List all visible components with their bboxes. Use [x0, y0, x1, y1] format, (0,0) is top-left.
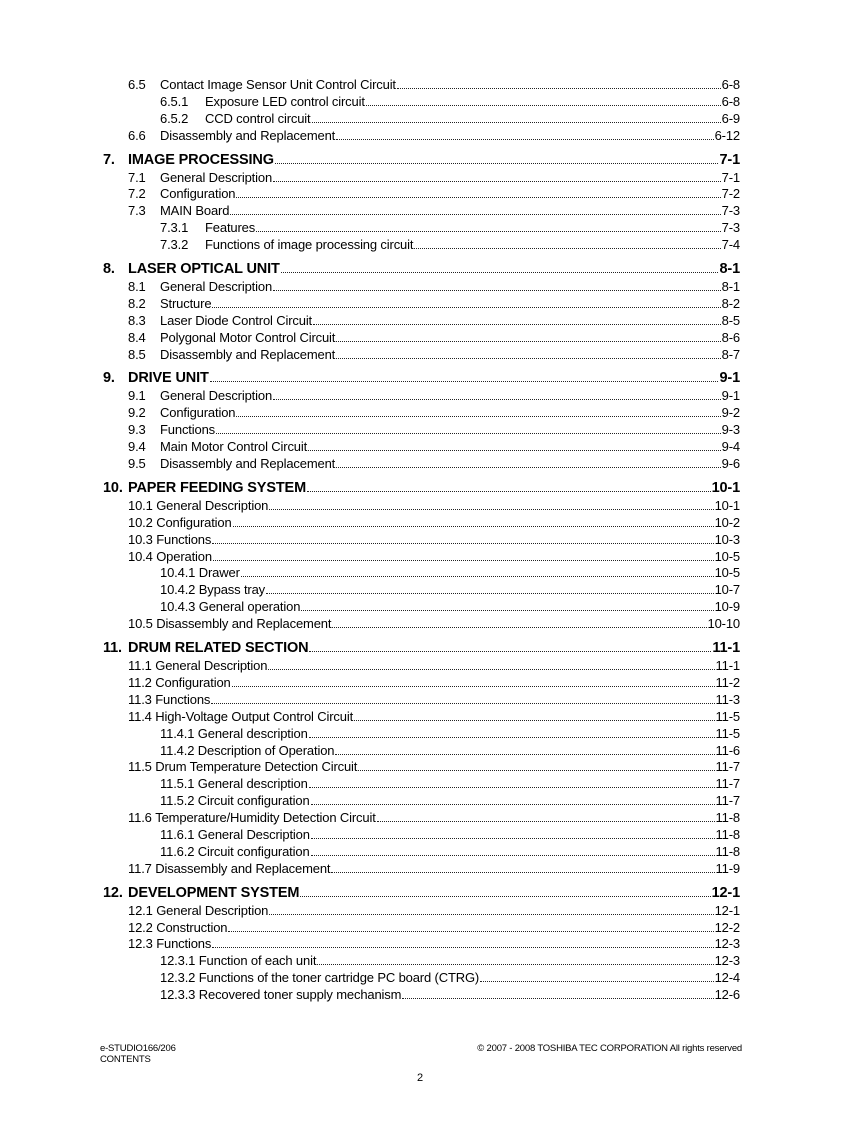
- toc-page: 12-4: [714, 970, 740, 986]
- toc-page: 10-9: [714, 599, 740, 615]
- toc-entry[interactable]: [103, 279, 740, 296]
- toc-title: Polygonal Motor Control Circuit: [160, 329, 336, 345]
- toc-number: 7.3.1: [160, 220, 189, 236]
- toc-title: Recovered toner supply mechanism: [198, 987, 402, 1003]
- toc-page: 9-3: [721, 422, 740, 438]
- dot-leader: [336, 139, 713, 140]
- toc-entry[interactable]: [103, 347, 740, 364]
- toc-title: Functions: [156, 531, 212, 547]
- toc-page: 7-1: [721, 169, 740, 185]
- dot-leader: [212, 947, 713, 948]
- dot-leader: [273, 181, 721, 182]
- toc-number: 6.5: [128, 77, 146, 92]
- toc-page: 11-8: [715, 826, 740, 842]
- toc-number: 12.3.3: [160, 987, 196, 1003]
- toc-entry[interactable]: [103, 658, 740, 675]
- toc-number: 8.3: [128, 312, 146, 328]
- toc-title: Drawer: [198, 565, 240, 581]
- toc-title: Construction: [156, 919, 228, 935]
- toc-number: 11.5.1: [160, 776, 195, 792]
- toc-entry[interactable]: [103, 743, 740, 760]
- toc-title: Circuit configuration: [197, 843, 310, 859]
- toc-number: 11.7: [128, 860, 152, 876]
- toc-page: 9-2: [721, 405, 740, 421]
- toc-chapter-heading[interactable]: [103, 885, 740, 903]
- toc-chapter-heading[interactable]: [103, 152, 740, 170]
- toc-number: 11.4.1: [160, 725, 195, 741]
- toc-page: 12-6: [714, 987, 740, 1003]
- toc-page: 7-3: [721, 203, 740, 219]
- toc-number: 12.2: [128, 919, 153, 935]
- table-of-contents: [103, 77, 740, 1004]
- dot-leader: [402, 998, 713, 999]
- toc-number: 6.5.2: [160, 110, 189, 126]
- toc-number: 11.5.2: [160, 793, 195, 809]
- toc-title: MAIN Board: [160, 203, 230, 219]
- toc-title: Disassembly and Replacement: [160, 127, 336, 143]
- dot-leader: [273, 290, 721, 291]
- toc-number: 9.: [103, 370, 115, 387]
- dot-leader: [336, 341, 720, 342]
- toc-title: Description of Operation: [197, 742, 335, 758]
- toc-entry[interactable]: [103, 582, 740, 599]
- toc-chapter-heading[interactable]: [103, 640, 740, 658]
- toc-title: High-Voltage Output Control Circuit: [155, 708, 354, 724]
- toc-number: 11.6: [128, 810, 152, 826]
- toc-number: 12.3: [128, 936, 153, 952]
- toc-number: 9.4: [128, 439, 146, 455]
- toc-number: 9.1: [128, 388, 146, 404]
- toc-chapter-heading[interactable]: [103, 370, 740, 388]
- toc-entry[interactable]: [103, 776, 740, 793]
- toc-page: 10-5: [714, 565, 740, 581]
- toc-entry[interactable]: [103, 936, 740, 953]
- toc-page: 11-5: [715, 725, 740, 741]
- toc-page: 9-4: [721, 439, 740, 455]
- toc-number: 12.3.1: [160, 953, 196, 969]
- toc-number: 7.: [103, 151, 115, 168]
- toc-page: 9-1: [721, 388, 740, 404]
- toc-entry[interactable]: [103, 844, 740, 861]
- toc-page: 11-7: [715, 776, 740, 792]
- toc-page: 12-3: [714, 936, 740, 952]
- toc-page: 11-7: [715, 793, 740, 809]
- toc-entry[interactable]: [103, 313, 740, 330]
- toc-page: 8-1: [719, 261, 740, 278]
- toc-page: 7-2: [721, 186, 740, 202]
- dot-leader: [332, 627, 706, 628]
- toc-title: DRUM RELATED SECTION: [128, 640, 309, 657]
- toc-title: General operation: [198, 599, 301, 615]
- toc-title: General description: [197, 725, 308, 741]
- toc-title: General Description: [160, 169, 273, 185]
- dot-leader: [269, 509, 713, 510]
- toc-entry[interactable]: [103, 456, 740, 473]
- toc-entry[interactable]: [103, 759, 740, 776]
- toc-title: General Description: [160, 388, 273, 404]
- toc-entry[interactable]: [103, 810, 740, 827]
- toc-number: 10.4: [128, 548, 153, 564]
- toc-page: 6-9: [721, 110, 740, 126]
- toc-title: Laser Diode Control Circuit: [160, 312, 313, 328]
- toc-title: Bypass tray: [198, 582, 266, 598]
- toc-number: 11.4.2: [160, 742, 195, 758]
- toc-title: Drum Temperature Detection Circuit: [155, 759, 358, 775]
- toc-title: PAPER FEEDING SYSTEM: [128, 479, 307, 496]
- dot-leader: [212, 543, 713, 544]
- toc-title: Configuration: [160, 405, 236, 421]
- toc-number: 8.: [103, 261, 115, 278]
- toc-title: DEVELOPMENT SYSTEM: [128, 884, 300, 901]
- toc-entry[interactable]: [103, 220, 740, 237]
- toc-page: 8-6: [721, 329, 740, 345]
- toc-page: 10-3: [714, 531, 740, 547]
- toc-entry[interactable]: [103, 549, 740, 566]
- dot-leader: [354, 720, 714, 721]
- toc-entry[interactable]: [103, 388, 740, 405]
- dot-leader: [336, 358, 721, 359]
- toc-page: 8-5: [721, 312, 740, 328]
- dot-leader: [256, 231, 721, 232]
- toc-title: Temperature/Humidity Detection Circuit: [155, 810, 376, 826]
- toc-page: 11-2: [715, 674, 740, 690]
- toc-number: 11.5: [128, 759, 152, 775]
- toc-entry[interactable]: [103, 111, 740, 128]
- toc-entry[interactable]: [103, 987, 740, 1004]
- toc-title: Function of each unit: [198, 953, 317, 969]
- toc-number: 10.3: [128, 531, 153, 547]
- toc-page: 10-5: [714, 548, 740, 564]
- toc-title: Functions: [156, 936, 212, 952]
- toc-entry[interactable]: [103, 296, 740, 313]
- toc-title: Functions of image processing circuit: [205, 237, 414, 253]
- toc-title: Features: [205, 220, 256, 236]
- dot-leader: [311, 804, 715, 805]
- toc-number: 11.: [103, 640, 122, 657]
- toc-page: 11-3: [715, 691, 740, 707]
- toc-number: 10.4.1: [160, 565, 196, 581]
- toc-entry[interactable]: [103, 953, 740, 970]
- toc-entry[interactable]: [103, 565, 740, 582]
- toc-number: 11.1: [128, 658, 152, 674]
- toc-title: Operation: [156, 548, 212, 564]
- dot-leader: [273, 399, 721, 400]
- toc-title: Disassembly and Replacement: [156, 616, 332, 632]
- toc-title: General Description: [156, 497, 269, 513]
- toc-number: 8.2: [128, 295, 146, 311]
- toc-entry[interactable]: [103, 94, 740, 111]
- dot-leader: [232, 686, 715, 687]
- toc-page: 6-12: [714, 127, 740, 143]
- dot-leader: [236, 197, 720, 198]
- dot-leader: [301, 610, 713, 611]
- footer-copyright: © 2007 - 2008 TOSHIBA TEC CORPORATION All rights reserved: [477, 1043, 742, 1054]
- toc-title: Main Motor Control Circuit: [160, 439, 308, 455]
- dot-leader: [307, 491, 711, 492]
- toc-title: LASER OPTICAL UNIT: [128, 261, 280, 278]
- toc-title: Configuration: [155, 674, 231, 690]
- toc-page: 11-1: [715, 658, 740, 674]
- toc-number: 10.2: [128, 514, 153, 530]
- dot-leader: [216, 433, 721, 434]
- toc-number: 10.1: [128, 497, 153, 513]
- dot-leader: [266, 593, 714, 594]
- toc-title: CCD control circuit: [205, 110, 311, 126]
- toc-title: Disassembly and Replacement: [160, 456, 336, 472]
- toc-number: 12.3.2: [160, 970, 196, 986]
- toc-page: 10-1: [711, 479, 740, 496]
- toc-number: 11.6.2: [160, 843, 195, 859]
- toc-entry[interactable]: [103, 827, 740, 844]
- toc-entry[interactable]: [103, 422, 740, 439]
- toc-title: General description: [197, 776, 308, 792]
- footer-section: CONTENTS: [100, 1054, 151, 1065]
- toc-page: 11-1: [712, 640, 740, 657]
- toc-title: Functions of the toner cartridge PC board (CTRG): [198, 970, 480, 986]
- dot-leader: [309, 787, 715, 788]
- toc-number: 6.6: [128, 127, 146, 143]
- dot-leader: [268, 669, 714, 670]
- dot-leader: [213, 560, 714, 561]
- toc-page: 12-1: [711, 884, 740, 901]
- dot-leader: [311, 838, 715, 839]
- dot-leader: [312, 122, 721, 123]
- toc-number: 10.4.2: [160, 582, 196, 598]
- toc-page: 8-1: [721, 279, 740, 295]
- toc-entry[interactable]: [103, 532, 740, 549]
- dot-leader: [335, 754, 714, 755]
- toc-entry[interactable]: [103, 203, 740, 220]
- dot-leader: [366, 105, 721, 106]
- toc-page: 12-2: [714, 919, 740, 935]
- toc-number: 10.4.3: [160, 599, 196, 615]
- dot-leader: [377, 821, 715, 822]
- toc-page: 10-1: [714, 497, 740, 513]
- toc-chapter-heading[interactable]: [103, 261, 740, 279]
- dot-leader: [228, 931, 713, 932]
- toc-number: 7.3: [128, 203, 146, 219]
- toc-number: 9.3: [128, 422, 146, 438]
- toc-title: DRIVE UNIT: [128, 370, 209, 387]
- toc-title: Structure: [160, 295, 212, 311]
- toc-title: Disassembly and Replacement: [160, 346, 336, 362]
- dot-leader: [480, 981, 713, 982]
- toc-title: Circuit configuration: [197, 793, 310, 809]
- toc-entry[interactable]: [103, 186, 740, 203]
- toc-title: IMAGE PROCESSING: [128, 151, 274, 168]
- toc-number: 7.1: [128, 169, 146, 185]
- toc-entry[interactable]: [103, 439, 740, 456]
- toc-entry[interactable]: [103, 237, 740, 254]
- toc-number: 11.2: [128, 674, 152, 690]
- toc-number: 8.5: [128, 346, 146, 362]
- dot-leader: [358, 770, 714, 771]
- toc-entry[interactable]: [103, 726, 740, 743]
- toc-entry[interactable]: [103, 709, 740, 726]
- dot-leader: [211, 703, 714, 704]
- toc-page: 6-8: [721, 93, 740, 109]
- toc-number: 7.2: [128, 186, 146, 202]
- toc-entry[interactable]: [103, 861, 740, 878]
- toc-number: 11.3: [128, 691, 152, 707]
- toc-number: 11.4: [128, 708, 152, 724]
- toc-entry[interactable]: [103, 498, 740, 515]
- toc-number: 12.: [103, 884, 123, 901]
- toc-page: 10-10: [707, 616, 740, 632]
- toc-page: 11-6: [715, 742, 740, 758]
- toc-number: 7.3.2: [160, 237, 189, 253]
- toc-entry[interactable]: [103, 692, 740, 709]
- toc-page: 10-7: [714, 582, 740, 598]
- toc-page: 10-2: [714, 514, 740, 530]
- toc-page: 11-8: [715, 810, 740, 826]
- dot-leader: [311, 855, 715, 856]
- toc-number: 9.5: [128, 456, 146, 472]
- toc-page: 7-4: [721, 237, 740, 253]
- toc-number: 10.5: [128, 616, 153, 632]
- toc-entry[interactable]: [103, 675, 740, 692]
- toc-title: Configuration: [160, 186, 236, 202]
- toc-title: General Description: [160, 279, 273, 295]
- toc-title: General Description: [197, 826, 310, 842]
- dot-leader: [308, 450, 721, 451]
- dot-leader: [233, 526, 714, 527]
- toc-chapter-heading[interactable]: [103, 480, 740, 498]
- toc-page: 7-3: [721, 220, 740, 236]
- toc-page: 6-8: [721, 77, 740, 92]
- dot-leader: [414, 248, 720, 249]
- dot-leader: [281, 272, 719, 273]
- toc-title: Exposure LED control circuit: [205, 93, 365, 109]
- toc-title: General Description: [156, 902, 269, 918]
- page-number: 2: [417, 1072, 423, 1084]
- toc-number: 12.1: [128, 902, 153, 918]
- toc-page: 8-7: [721, 346, 740, 362]
- dot-leader: [269, 914, 713, 915]
- toc-number: 6.5.1: [160, 93, 189, 109]
- toc-entry[interactable]: [103, 515, 740, 532]
- toc-number: 8.4: [128, 329, 146, 345]
- dot-leader: [309, 651, 711, 652]
- dot-leader: [317, 964, 713, 965]
- toc-title: Contact Image Sensor Unit Control Circuit: [160, 77, 396, 92]
- dot-leader: [300, 896, 710, 897]
- toc-title: Configuration: [156, 514, 232, 530]
- toc-entry[interactable]: [103, 793, 740, 810]
- toc-entry[interactable]: [103, 405, 740, 422]
- toc-entry[interactable]: [103, 77, 740, 94]
- dot-leader: [397, 88, 721, 89]
- toc-number: 10.: [103, 479, 123, 496]
- toc-title: General Description: [155, 658, 268, 674]
- toc-page: 11-7: [715, 759, 740, 775]
- toc-page: 7-1: [719, 151, 740, 168]
- dot-leader: [212, 307, 720, 308]
- toc-entry[interactable]: [103, 128, 740, 145]
- toc-page: 12-1: [714, 902, 740, 918]
- toc-number: 11.6.1: [160, 826, 195, 842]
- toc-page: 8-2: [721, 295, 740, 311]
- dot-leader: [210, 381, 719, 382]
- dot-leader: [275, 163, 719, 164]
- toc-entry[interactable]: [103, 970, 740, 987]
- toc-page: 9-6: [721, 456, 740, 472]
- dot-leader: [331, 872, 714, 873]
- toc-title: Functions: [155, 691, 211, 707]
- dot-leader: [230, 214, 720, 215]
- toc-title: Disassembly and Replacement: [155, 860, 331, 876]
- dot-leader: [309, 737, 715, 738]
- toc-entry[interactable]: [103, 903, 740, 920]
- toc-entry[interactable]: [103, 616, 740, 633]
- toc-entry[interactable]: [103, 599, 740, 616]
- toc-number: 9.2: [128, 405, 146, 421]
- dot-leader: [236, 416, 720, 417]
- toc-page: 9-1: [719, 370, 740, 387]
- dot-leader: [336, 467, 721, 468]
- dot-leader: [313, 324, 721, 325]
- dot-leader: [241, 576, 714, 577]
- toc-number: 8.1: [128, 279, 146, 295]
- toc-entry[interactable]: [103, 330, 740, 347]
- toc-entry[interactable]: [103, 170, 740, 187]
- toc-entry[interactable]: [103, 920, 740, 937]
- footer-model: e-STUDIO166/206: [100, 1043, 176, 1054]
- toc-title: Functions: [160, 422, 216, 438]
- toc-page: 11-5: [715, 708, 740, 724]
- toc-page: 11-9: [715, 860, 740, 876]
- toc-page: 12-3: [714, 953, 740, 969]
- toc-page: 11-8: [715, 843, 740, 859]
